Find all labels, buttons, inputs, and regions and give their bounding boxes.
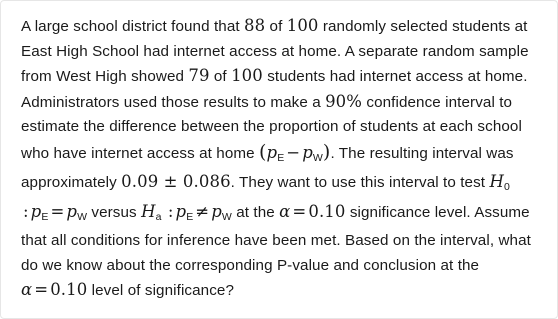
- close-paren: ): [322, 140, 331, 163]
- subscript-e: E: [41, 210, 49, 223]
- equals-sign: =: [292, 201, 307, 221]
- question-text: [21, 14, 546, 304]
- question-text-segment: level of significance?: [87, 282, 234, 299]
- subscript-w: W: [77, 210, 88, 223]
- confidence-interval: 0.09 ± 0.086: [121, 172, 231, 191]
- subscript-e: E: [186, 210, 194, 223]
- p-symbol: p: [66, 201, 78, 221]
- open-paren: (: [259, 140, 267, 163]
- question-text-segment: of: [265, 18, 287, 35]
- question-text-segment: A large school district found that: [21, 18, 244, 35]
- difference-expression: [259, 140, 331, 164]
- alpha-value: 0.10: [308, 201, 346, 221]
- p-symbol: p: [302, 142, 313, 162]
- p-symbol: p: [211, 201, 222, 221]
- question-text-segment: . The resulting interval was approximately: [21, 144, 514, 191]
- p-symbol: p: [175, 201, 187, 221]
- alpha-expression: [279, 201, 346, 221]
- question-text-segment: significance level. Assume that all conditions for inference have been met. Based on the interval, what do we know about the corresponding P-value and conclusion at the: [21, 203, 531, 274]
- alpha-symbol: α: [21, 280, 33, 299]
- question-text-segment: confidence interval to estimate the difference between the proportion of students at each school who have internet access at home: [21, 93, 522, 162]
- subscript-e: E: [277, 151, 285, 164]
- question-text-segment: at the: [231, 203, 280, 221]
- subscript-a: a: [155, 210, 162, 223]
- question-text-segment: versus: [87, 203, 142, 221]
- west-sample-size: 100: [231, 66, 263, 85]
- h-symbol: H: [489, 172, 504, 191]
- west-count: 79: [188, 66, 210, 85]
- question-text-segment: . They want to use this interval to test: [230, 174, 490, 191]
- colon: :: [23, 201, 29, 221]
- question-text-segment: students had internet access at home. Administrators used those results to make a: [21, 68, 528, 111]
- east-count: 88: [244, 16, 266, 35]
- equals-sign: =: [50, 201, 65, 221]
- not-equal-sign: ≠: [195, 201, 210, 221]
- confidence-level: 90%: [325, 91, 363, 111]
- east-sample-size: 100: [286, 16, 319, 35]
- alpha-symbol: α: [279, 201, 291, 221]
- h-symbol: H: [141, 201, 156, 221]
- subscript-0: 0: [503, 181, 510, 193]
- alpha-value: 0.10: [50, 280, 88, 299]
- subscript-w: W: [221, 210, 232, 223]
- equals-sign: =: [34, 280, 49, 299]
- alternative-hypothesis: [141, 201, 232, 223]
- p-symbol: p: [30, 201, 42, 221]
- subscript-w: W: [312, 151, 323, 164]
- alpha-expression: [21, 282, 87, 299]
- colon: :: [167, 201, 174, 221]
- question-text-segment: of: [209, 68, 232, 85]
- p-symbol: p: [266, 142, 278, 162]
- question-text-segment: randomly selected students at East High School had internet access at home. A separate random sample from West High showed: [21, 18, 529, 85]
- minus-sign: −: [286, 142, 301, 162]
